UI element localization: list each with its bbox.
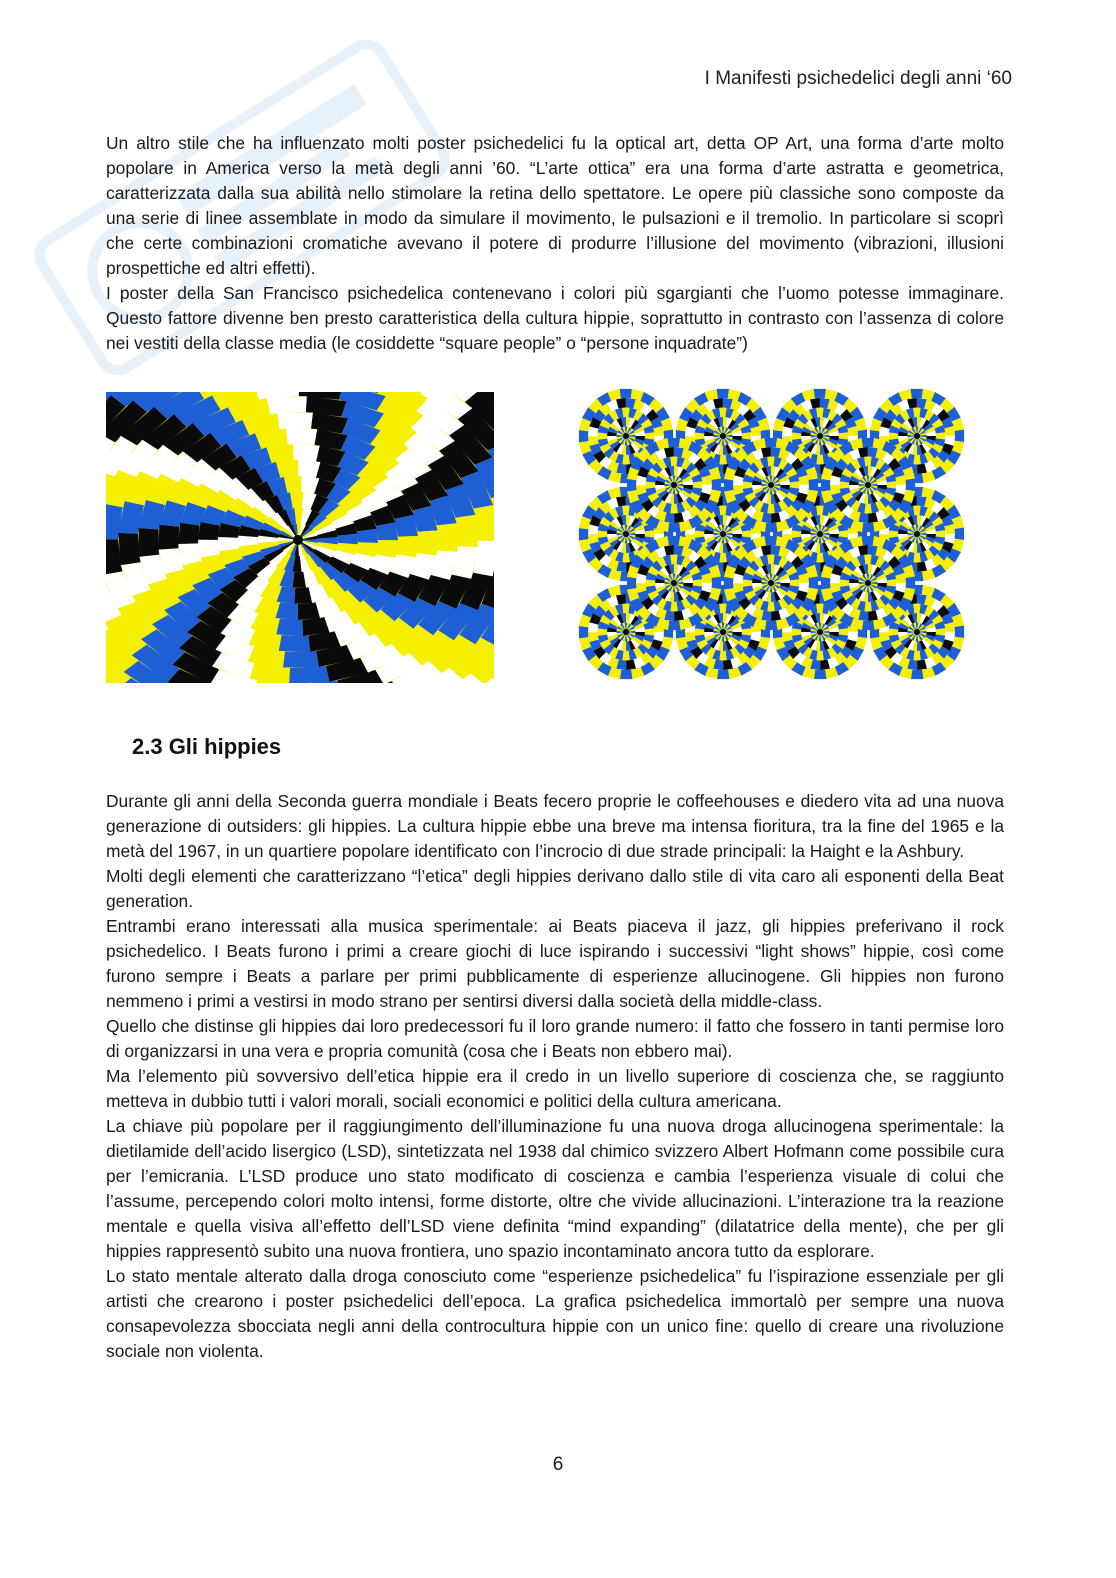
snake-wheel-segment (889, 628, 898, 635)
snake-wheel-center (768, 580, 774, 586)
snake-wheel-segment (887, 481, 896, 488)
snake-wheel-center (817, 531, 823, 537)
snake-wheel-segment (816, 553, 823, 562)
snake-wheel-segment (646, 579, 655, 586)
snake-wheel-center (865, 580, 871, 586)
snake-wheel-segment (742, 530, 751, 537)
snake-wheel-segment (816, 455, 823, 464)
spiral-segment (456, 515, 478, 547)
snake-wheel-segment (670, 504, 677, 513)
snake-wheel-segment (816, 408, 823, 417)
snake-wheel-segment (839, 628, 848, 635)
snake-wheel-segment (670, 457, 677, 466)
snake-wheel-segment (906, 577, 915, 589)
snake-wheel-center (720, 433, 726, 439)
snake-wheel-segment (913, 408, 920, 417)
paragraph: Un altro stile che ha influenzato molti poster psichedelici fu la optical art, detta OP Art, una forma d’arte molto popolare in America verso la metà degli anni ’60. “L’arte ottica” era una forma d’arte astratta e geometrica, caratterizzata dalla sua abilità nello stimolare la retina dello spettatore. Le opere più classiche sono composte da una serie di linee assemblate in modo da simulare il movimento, le pulsazioni e il tremolio. In particolare si scoprì che certe combinazioni cromatiche avevano il potere di produrre l’illusione del movimento (vibrazioni, illusioni prospettiche ed altri effetti). (106, 133, 1004, 278)
paragraph: I poster della San Francisco psichedelica contenevano i colori più sgargianti che l’uomo potesse immaginare. Questo fattore divenne ben presto caratteristica della cultura hippie, soprattutto in contrasto con l’assenza di colore nei vestiti della classe media (le cosiddette “square people” o “persone inquadrate”) (106, 283, 1004, 353)
spiral-segment (267, 396, 307, 414)
rotating-snakes-image (576, 386, 968, 682)
snake-wheel-segment (816, 651, 823, 660)
snake-wheel-segment (814, 389, 826, 398)
snake-wheel-segment (579, 430, 588, 442)
paragraph: Durante gli anni della Seconda guerra mondiale i Beats fecero proprie le coffeehouses e diedero vita ad una nuova generazione di outsiders: gli hippies. La cultura hippie ebbe una breve ma intensa fioritura, tra la fine del 1965 e la metà del 1967, in un quartiere popolare identificato con l’incrocio di due strade principali: la Haight e la Ashbury. (106, 791, 1004, 861)
snake-wheel-segment (668, 536, 680, 545)
snake-wheel-center (623, 531, 629, 537)
spiral-segment (417, 530, 438, 555)
spiral-segment (178, 523, 200, 544)
snake-wheel-segment (645, 432, 654, 439)
snake-wheel-center (623, 433, 629, 439)
snake-wheel-segment (862, 536, 874, 545)
snake-wheel-segment (839, 530, 848, 537)
snake-wheel-segment (724, 479, 733, 491)
snake-wheel-segment (622, 553, 629, 562)
snake-wheel-segment (620, 670, 632, 679)
snake-wheel-center (623, 629, 629, 635)
snake-wheel-segment (742, 432, 751, 439)
snake-wheel-segment (821, 577, 830, 589)
snake-wheel-segment (913, 553, 920, 562)
snake-wheel-segment (743, 481, 752, 488)
section-body-text (106, 789, 1004, 1364)
snake-wheel-segment (670, 555, 677, 564)
snake-wheel-segment (622, 506, 629, 515)
snake-wheel-segment (955, 528, 964, 540)
snake-wheel-segment (809, 577, 818, 589)
snake-wheel-segment (622, 455, 629, 464)
snake-wheel-segment (809, 479, 818, 491)
snake-wheel-center (914, 629, 920, 635)
snake-wheel-center (768, 482, 774, 488)
paragraph: Lo stato mentale alterato dalla droga conosciuto come “esperienze psichedelica” fu l’ispirazione essenziale per gli artisti che crearono i poster psichedelici dell’epoca. La grafica psichedelica immortalò per sempre una nuova consapevolezza sbocciata negli anni della controcultura hippie con un unico fine: quello di creare una rivoluzione sociale non violenta. (106, 1266, 1004, 1361)
snake-wheel-segment (765, 621, 777, 630)
snake-wheel-segment (765, 523, 777, 532)
snake-wheel-segment (862, 438, 874, 447)
snake-wheel-segment (627, 479, 636, 491)
snake-wheel-center (817, 433, 823, 439)
snake-wheel-segment (913, 651, 920, 660)
snake-wheel-segment (955, 430, 964, 442)
snake-wheel-segment (955, 626, 964, 638)
snake-wheel-segment (864, 457, 871, 466)
paragraph: Quello che distinse gli hippies dai loro predecessori fu il loro grande numero: il fatto che fossero in tanti permise loro di organizzarsi in una vera e propria comunità (cosa che i Beats non ebbero mai). (106, 1016, 1004, 1061)
spiral-segment (286, 428, 317, 444)
snake-wheel-segment (936, 432, 945, 439)
snake-wheel-segment (742, 628, 751, 635)
snake-wheel-center (914, 433, 920, 439)
snake-wheel-segment (693, 481, 702, 488)
snake-wheel-segment (620, 389, 632, 398)
snake-wheel-segment (889, 530, 898, 537)
snake-wheel-segment (792, 432, 801, 439)
snake-wheel-segment (840, 481, 849, 488)
running-header: I Manifesti psichedelici degli anni ‘60 (704, 68, 1012, 89)
snake-wheel-segment (767, 555, 774, 564)
snake-wheel-segment (598, 432, 607, 439)
paragraph: Ma l’elemento più sovversivo dell’etica hippie era il credo in un livello superiore di coscienza che, se raggiunto metteva in dubbio tutti i valori morali, sociali economici e politici della cultura americana. (106, 1066, 1004, 1111)
snake-wheel-segment (695, 530, 704, 537)
snake-wheel-segment (862, 523, 874, 532)
snake-wheel-segment (913, 506, 920, 515)
snake-wheel-segment (814, 670, 826, 679)
snake-wheel-segment (864, 555, 871, 564)
snake-wheel-center (914, 531, 920, 537)
snake-wheel-segment (645, 628, 654, 635)
snake-wheel-segment (693, 579, 702, 586)
spiral-segment (396, 536, 418, 557)
snake-wheel-segment (712, 479, 721, 491)
snake-wheel-segment (840, 579, 849, 586)
paragraph: Molti degli elementi che caratterizzano “l’etica” degli hippies derivano dallo stile di vita caro ali esponenti della Beat generation. (106, 866, 1004, 911)
snake-wheel-segment (839, 432, 848, 439)
spiral-segment (276, 619, 303, 636)
snake-wheel-center (720, 629, 726, 635)
snake-wheel-segment (743, 579, 752, 586)
snake-wheel-segment (719, 506, 726, 515)
snake-wheel-segment (889, 432, 898, 439)
paragraph: La chiave più popolare per il raggiungimento dell’illuminazione fu una nuova droga allucinogena sperimentale: la dietilamide dell’acido lisergico (LSD), sintetizzata nel 1938 dal chimico svizzero Albert Hofmann come possibile cura per l’emicrania. L’LSD produce uno stato modificato di coscienza e cambia l’esperienza visuale di colui che l’assume, percependo colori molto intensi, forme distorte, oltre che vivide allucinazioni. L’interazione tra la reazione mentale e quella visiva all’effetto dell’LSD viene definita “mind expanding” (dilatatrice della mente), che per gli hippies rappresentò subito una nuova frontiera, uno spazio incontaminato ancora tutto da esplorare. (106, 1116, 1004, 1261)
snake-wheel-segment (668, 438, 680, 447)
snake-wheel-segment (724, 577, 733, 589)
snake-wheel-segment (695, 432, 704, 439)
snake-wheel-segment (627, 577, 636, 589)
snake-wheel-segment (792, 628, 801, 635)
snake-wheel-segment (767, 602, 774, 611)
spiral-segment (118, 533, 140, 565)
snake-wheel-center (720, 531, 726, 537)
snake-wheel-segment (821, 479, 830, 491)
snake-wheel-segment (712, 577, 721, 589)
snake-wheel-segment (887, 579, 896, 586)
snake-wheel-segment (719, 604, 726, 613)
snake-wheel-segment (719, 455, 726, 464)
spiral-segment (279, 635, 310, 651)
snake-wheel-segment (816, 506, 823, 515)
snake-wheel-segment (695, 628, 704, 635)
snake-wheel-segment (670, 602, 677, 611)
snake-wheel-segment (719, 553, 726, 562)
snake-wheel-segment (765, 438, 777, 447)
spiral-segment (283, 651, 319, 667)
snake-wheel-segment (719, 651, 726, 660)
section-heading: 2.3 Gli hippies (132, 734, 282, 759)
snake-wheel-center (817, 629, 823, 635)
snake-wheel-segment (790, 579, 799, 586)
snake-wheel-segment (767, 504, 774, 513)
snake-wheel-segment (668, 621, 680, 630)
op-art-spiral-image (106, 392, 494, 683)
snake-wheel-segment (911, 389, 923, 398)
snake-wheel-segment (790, 481, 799, 488)
snake-wheel-segment (936, 530, 945, 537)
snake-wheel-segment (864, 504, 871, 513)
snake-wheel-segment (936, 628, 945, 635)
snake-wheel-segment (913, 455, 920, 464)
spiral-center (293, 535, 303, 545)
snake-wheel-segment (862, 621, 874, 630)
spiral-segment (437, 523, 457, 552)
snake-wheel-segment (646, 481, 655, 488)
snake-wheel-center (865, 482, 871, 488)
snake-wheel-segment (864, 602, 871, 611)
snake-wheel-segment (579, 626, 588, 638)
snake-wheel-center (671, 482, 677, 488)
snake-wheel-segment (717, 389, 729, 398)
snake-wheel-center (671, 580, 677, 586)
snake-wheel-segment (816, 604, 823, 613)
snake-wheel-segment (767, 457, 774, 466)
snake-wheel-segment (579, 528, 588, 540)
snake-wheel-segment (622, 651, 629, 660)
snake-wheel-segment (765, 536, 777, 545)
spiral-segment (289, 666, 329, 683)
page-number: 6 (552, 1454, 564, 1475)
snake-wheel-segment (906, 479, 915, 491)
snake-wheel-segment (717, 670, 729, 679)
spiral-segment (159, 525, 180, 550)
snake-wheel-segment (598, 530, 607, 537)
snake-wheel-segment (911, 670, 923, 679)
spiral-segment (139, 528, 159, 557)
snake-wheel-segment (719, 408, 726, 417)
spiral-segment (293, 444, 320, 461)
snake-wheel-segment (645, 530, 654, 537)
snake-wheel-segment (668, 523, 680, 532)
snake-wheel-segment (598, 628, 607, 635)
snake-wheel-segment (913, 604, 920, 613)
snake-wheel-segment (622, 604, 629, 613)
intro-text (106, 131, 1004, 356)
paragraph: Entrambi erano interessati alla musica sperimentale: ai Beats piaceva il jazz, gli hippies preferivano il rock psichedelico. I Beats furono i primi a creare giochi di luce ispirando i successivi “light shows” hippie, così come furono sempre i Beats a parlare per primi pubblicamente di esperienze allucinogene. Gli hippies non furono nemmeno i primi a vestirsi in modo strano per sentirsi diversi dalla società della middle-class. (106, 916, 1004, 1011)
snake-wheel-segment (622, 408, 629, 417)
snake-wheel-segment (792, 530, 801, 537)
spiral-segment (277, 413, 313, 429)
